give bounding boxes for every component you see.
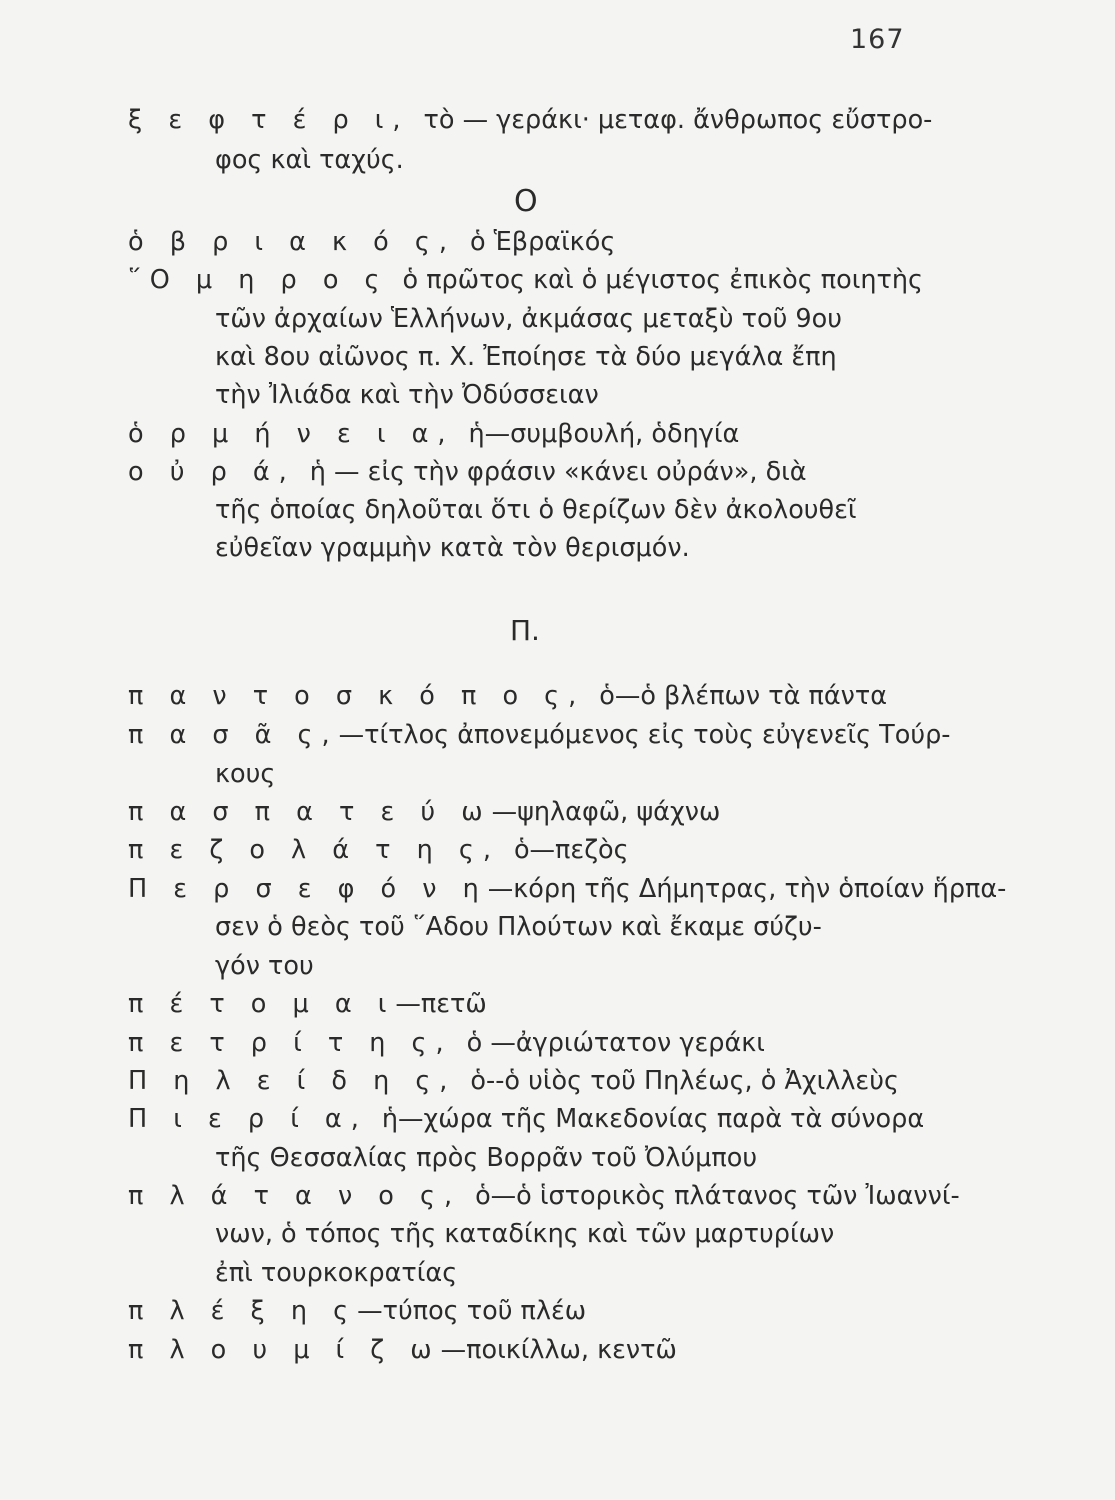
page-number: 167: [850, 24, 905, 55]
entry-oura: [128, 457, 807, 487]
headword: π έ τ ο μ α ι: [128, 989, 396, 1019]
headword: π ε τ ρ ί τ η ς,: [128, 1028, 453, 1058]
headword: ῞Ο μ η ρ ο ς: [128, 265, 389, 295]
section-letter-o: Ο: [514, 184, 538, 219]
headword: π λ ο υ μ ί ζ ω: [128, 1335, 441, 1365]
headword: π ε ζ ο λ ά τ η ς,: [128, 835, 500, 865]
entry-omiros: [128, 265, 924, 295]
headword: π λ έ ξ η ς: [128, 1296, 358, 1326]
entry-pileidis: [128, 1066, 899, 1096]
headword: π α σ ᾶ ς,: [128, 720, 339, 750]
entry-paspatevo: [128, 797, 721, 827]
entry-oura-cont-2: εὐθεῖαν γραμμὴν κατὰ τὸν θερισμόν.: [215, 533, 690, 563]
definition: ὁ—ὁ βλέπων τὰ πάντα: [599, 681, 888, 711]
headword: ξ ε φ τ έ ρ ι,: [128, 105, 410, 135]
definition: —πετῶ: [395, 989, 487, 1019]
entry-platanos: [128, 1181, 960, 1211]
entry-platanos-cont-2: ἐπὶ τουρκοκρατίας: [215, 1258, 458, 1288]
headword: Π ι ε ρ ί α,: [128, 1104, 368, 1134]
entry-pieria-cont: τῆς Θεσσαλίας πρὸς Βορρᾶν τοῦ Ὀλύμπου: [215, 1143, 758, 1173]
entry-persefoni: [128, 874, 1007, 904]
entry-ormineia: [128, 419, 740, 449]
entry-petomai: [128, 989, 487, 1019]
entry-petritis: [128, 1028, 765, 1058]
definition: —τύπος τοῦ πλέω: [357, 1296, 587, 1326]
entry-ploumizo: [128, 1335, 677, 1365]
definition: —κόρη τῆς Δήμητρας, τὴν ὁποίαν ἥρπα-: [487, 874, 1007, 904]
section-letter-pi: Π.: [510, 614, 540, 647]
definition: ἡ — εἰς τὴν φράσιν «κάνει οὐράν», διὰ: [309, 457, 807, 487]
definition: ἡ—συμβουλή, ὁδηγία: [468, 419, 740, 449]
entry-pantoskopos: [128, 681, 888, 711]
entry-omiros-cont-1: τῶν ἀρχαίων Ἑλλήνων, ἀκμάσας μεταξὺ τοῦ 9ου: [215, 304, 843, 334]
entry-evriakos: [128, 227, 616, 257]
definition: ὁ —ἀγριώτατον γεράκι: [466, 1028, 765, 1058]
definition: —ψηλαφῶ, ψάχνω: [491, 797, 721, 827]
headword: Π ε ρ σ ε φ ό ν η: [128, 874, 488, 904]
headword: ο ὐ ρ ά,: [128, 457, 296, 487]
entry-omiros-cont-3: τὴν Ἰλιάδα καὶ τὴν Ὀδύσσειαν: [215, 380, 599, 410]
definition: ὁ—ὁ ἱστορικὸς πλάτανος τῶν Ἰωαννί-: [475, 1181, 960, 1211]
entry-pezolatis: [128, 835, 629, 865]
headword: π λ ά τ α ν ο ς,: [128, 1181, 462, 1211]
headword: Π η λ ε ί δ η ς,: [128, 1066, 457, 1096]
entry-persefoni-cont-2: γόν του: [215, 951, 314, 981]
definition: ἡ—χώρα τῆς Μακεδονίας παρὰ τὰ σύνορα: [381, 1104, 925, 1134]
definition: τὸ — γεράκι· μεταφ. ἄνθρωπος εὔστρο-: [423, 105, 933, 135]
headword: ὁ β ρ ι α κ ό ς,: [128, 227, 456, 257]
headword: π α ν τ ο σ κ ό π ο ς,: [128, 681, 586, 711]
entry-omiros-cont-2: καὶ 8ου αἰῶνος π. Χ. Ἐποίησε τὰ δύο μεγάλα ἔπη: [215, 342, 837, 372]
entry-ksefteri-cont: φος καὶ ταχύς.: [215, 145, 404, 175]
definition: ὁ πρῶτος καὶ ὁ μέγιστος ἐπικὸς ποιητὴς: [402, 265, 924, 295]
entry-pieria: [128, 1104, 925, 1134]
entry-oura-cont-1: τῆς ὁποίας δηλοῦται ὅτι ὁ θερίζων δὲν ἀκολουθεῖ: [215, 495, 857, 525]
entry-platanos-cont-1: νων, ὁ τόπος τῆς καταδίκης καὶ τῶν μαρτυρίων: [215, 1219, 835, 1249]
headword: π α σ π α τ ε ύ ω: [128, 797, 492, 827]
definition: —τίτλος ἀπονεμόμενος εἰς τοὺς εὐγενεῖς Τούρ-: [338, 720, 951, 750]
entry-pasas-cont: κους: [215, 759, 276, 789]
definition: ὁ—πεζὸς: [513, 835, 629, 865]
headword: ὁ ρ μ ή ν ε ι α,: [128, 419, 455, 449]
definition: ὁ--ὁ υἱὸς τοῦ Πηλέως, ὁ Ἀχιλλεὺς: [470, 1066, 899, 1096]
entry-pasas: [128, 720, 951, 750]
entry-ksefteri: [128, 105, 933, 135]
entry-plexis: [128, 1296, 587, 1326]
definition: ὁ Ἑβραϊκός: [469, 227, 616, 257]
entry-persefoni-cont-1: σεν ὁ θεὸς τοῦ ῞Αδου Πλούτων καὶ ἔκαμε σύζυ-: [215, 912, 822, 942]
definition: —ποικίλλω, κεντῶ: [440, 1335, 677, 1365]
